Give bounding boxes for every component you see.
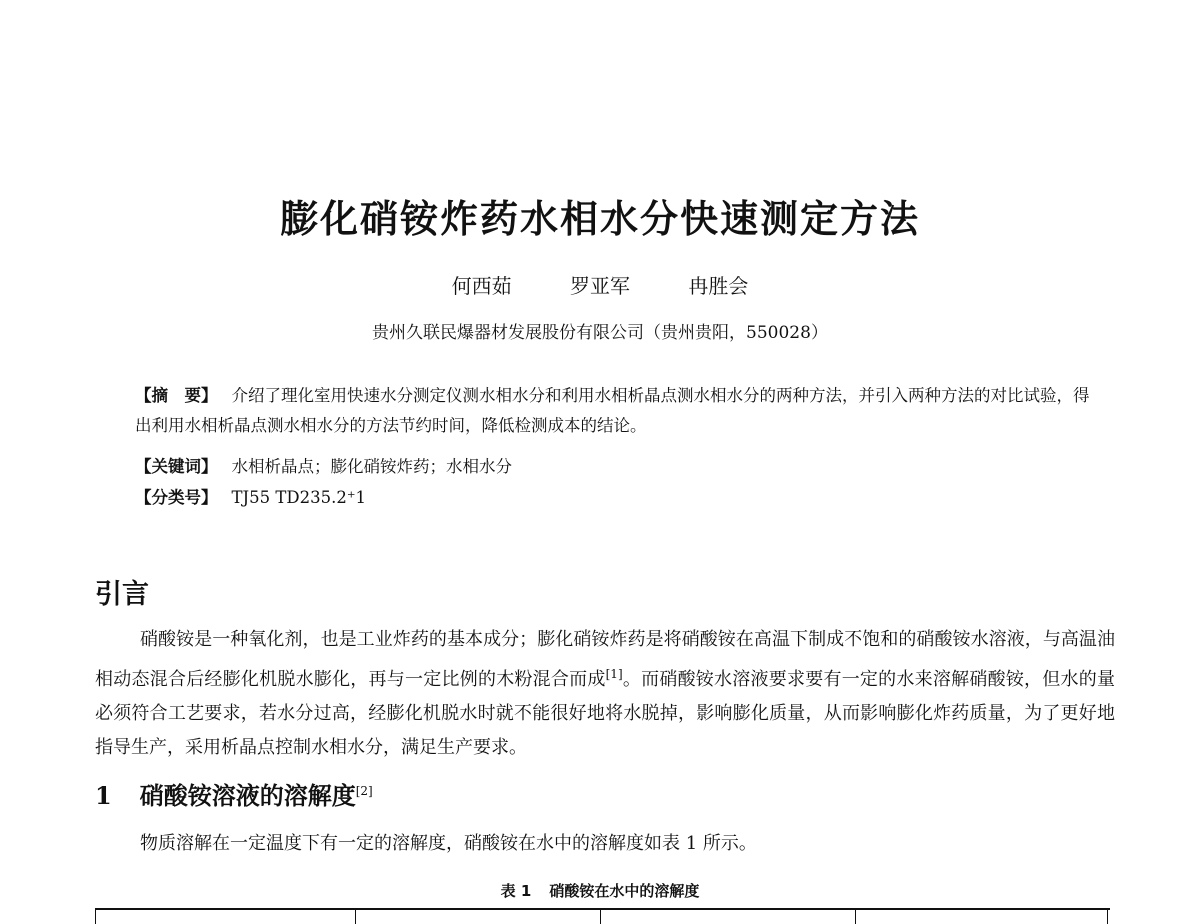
section-1-heading <box>95 776 373 811</box>
intro-heading: 引言 <box>95 579 149 610</box>
abstract <box>135 381 1095 441</box>
table-caption-text: 硝酸铵在水中的溶解度 <box>549 882 700 900</box>
section-number: 1 <box>95 781 112 810</box>
section-title: 硝酸铵溶液的溶解度 <box>139 781 356 810</box>
author-name: 罗亚军 <box>570 274 630 298</box>
keywords-label: 【关键词】 <box>135 457 218 476</box>
keywords-text: 水相析晶点；膨化硝铵炸药；水相水分 <box>231 457 512 476</box>
classification <box>135 483 1095 513</box>
intro-text-part1: 硝酸铵是一种氧化剂，也是工业炸药的基本成分；膨化硝铵炸药是将硝酸铵在高温下制成不饱和的硝酸铵水溶液，与高温油相动态混合后经膨化机脱水膨化，再与一定比例的木粉混合而成 <box>95 629 1115 690</box>
abstract-label: 【摘 要】 <box>135 386 218 405</box>
table-label: 表 1 <box>500 882 532 900</box>
table-column-divider <box>855 910 856 924</box>
citation-ref: [1] <box>605 667 623 681</box>
table-column-divider <box>600 910 601 924</box>
table-caption <box>0 880 1200 901</box>
intro-paragraph <box>95 623 1115 765</box>
table-column-divider <box>355 910 356 924</box>
section-1-paragraph: 物质溶解在一定温度下有一定的溶解度，硝酸铵在水中的溶解度如表 1 所示。 <box>140 833 757 854</box>
author-name: 何西茹 <box>451 274 512 298</box>
table-border <box>95 910 96 924</box>
paper-title: 膨化硝铵炸药水相水分快速测定方法 <box>279 196 920 241</box>
classification-text: TJ55 TD235.2⁺1 <box>231 488 367 507</box>
citation-ref: [2] <box>355 784 373 798</box>
affiliation: 贵州久联民爆器材发展股份有限公司（贵州贵阳，550028） <box>372 323 828 343</box>
table-border <box>1107 910 1108 924</box>
keywords <box>135 452 1095 482</box>
author-list <box>0 270 1200 299</box>
classification-label: 【分类号】 <box>135 488 218 507</box>
abstract-text: 介绍了理化室用快速水分测定仪测水相水分和利用水相析晶点测水相水分的两种方法，并引入两种方法的对比试验，得出利用水相析晶点测水相水分的方法节约时间，降低检测成本的结论。 <box>135 386 1090 435</box>
intro-text-part2: 。而硝酸铵水溶液要求要有一定的水来溶解硝酸铵，但水的量必须符合工艺要求，若水分过高，经膨化机脱水时就不能很好地将水脱掉，影响膨化质量，从而影响膨化炸药质量，为了更好地指导生产，采用析晶点控制水相水分，满足生产要求。 <box>95 669 1116 758</box>
author-name: 冉胜会 <box>688 274 749 298</box>
